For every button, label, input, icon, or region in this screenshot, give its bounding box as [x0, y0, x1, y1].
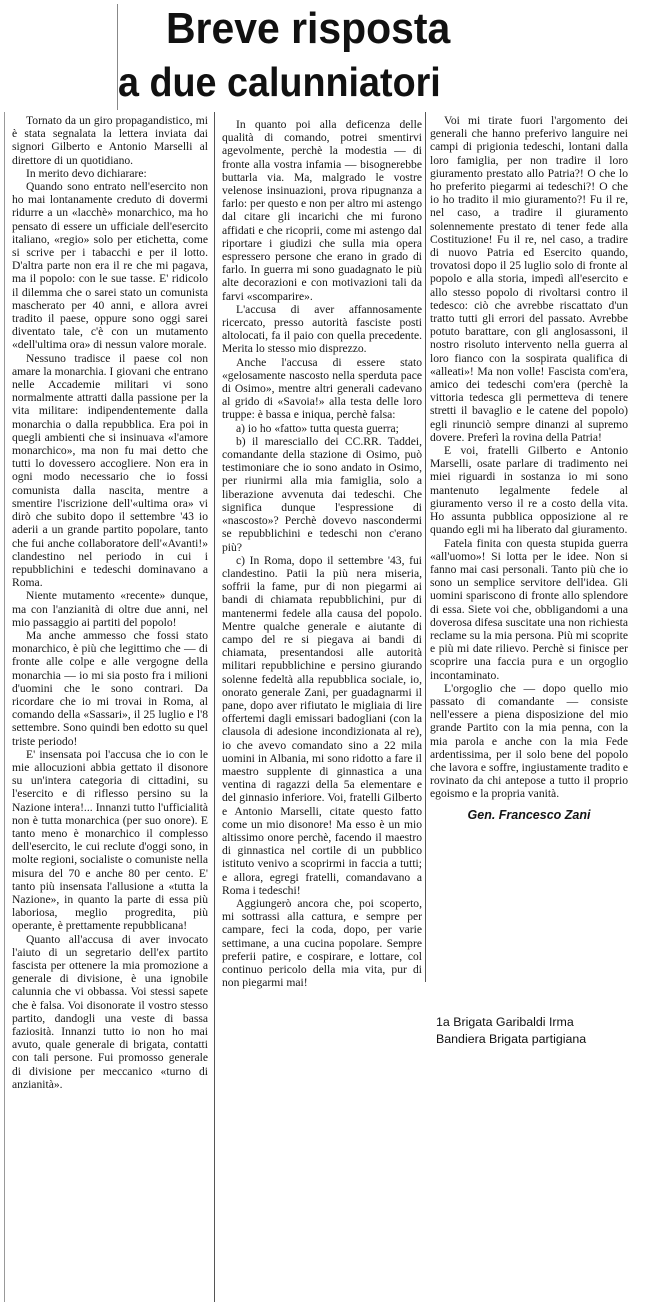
paragraph: Quanto all'accusa di aver invocato l'aiuto di un segretario dell'ex partito fascista per ottenere la mia promozione a generale di divisione, è una ignobile calunnia che vi obbassa. Voi stessi sapete che è falsa. Voi disonorate il vostro stesso partito, dandogli una veste di bassa faziosità. Innanzi tutto io non ho mai avuto, quale generale di brigata, contatti con tali persone. Fui promosso generale di divisione per meccanico «turno di anzianità».: [12, 932, 208, 1091]
paragraph: c) In Roma, dopo il settembre '43, fui clandestino. Patii la più nera miseria, soffrii la fame, pur di non piegarmi ai bandi di chiamata repubblichini, pur di mantenermi fedele alla causa del popolo. Mentre qualche generale e aiutante di campo del re si piegava ai bandi di chiamata, presentandosi alle autorità militari repubblichine e persino giurando solenne fedeltà alla repubblica sociale, io, onorato generale Zani, per guadagnarmi il pane, dopo aver rifiutato le migliaia di lire offertemi dagli emissari badogliani (con la clausola di adesione incondizionata al re), io che avevo comandato sino a 22 mila uomini in Albania, mi sono ridotto a fare il maestro supplente di ginnastica a una ventina di ragazzi della 5a elementare e del ginnasio inferiore. Voi, fratelli Gilberto e Antonio Marselli, citate questo fatto come un mio disonore! Ma esso è un mio altissimo onore perchè, facendo il maestro di ginnastica nel cortile di un pubblico istituto venivo a scoprirmi in faccia a tutti; e allora, egregi fratelli, comandavano a Roma i tedeschi!: [222, 553, 422, 897]
article-column-1: [12, 114, 208, 1091]
paragraph: Ma anche ammesso che fossi stato monarchico, è più che legittimo che — di fronte alle colpe e alle vergogne della monarchia — io mi sia posto fra i milioni d'uomini che le sono contrari. Da ricordare che io mi trovai in Roma, al comando della «Sassari», il 25 luglio e l'8 settembre. Sono quindi ben edotto su quel triste periodo!: [12, 628, 208, 748]
paragraph: L'orgoglio che — dopo quello mio passato di comandante — consiste nell'essere a piena disposizione del mio grande Partito con la mia penna, con la mia parola e anche con la mia Fede ardentissima, per il solo bene del popolo che lavora e soffre, ingiustamente tradito e rovinato da chi antepose a tutto il proprio egoismo e la propria vanità.: [430, 681, 628, 801]
clipping-left-edge: [4, 112, 5, 1302]
image-caption: [436, 1014, 646, 1048]
title-left-edge: [117, 4, 118, 110]
article-column-3: [430, 114, 628, 822]
paragraph: Niente mutamento «recente» dunque, ma con l'anzianità di oltre due anni, nel mio passaggio ai partiti del popolo!: [12, 589, 208, 629]
paragraph: Quando sono entrato nell'esercito non ho mai lontanamente creduto di dovermi ridurre a un «lacchè» monarchico, ma ho pensato di essere un ufficiale dell'esercito italiano, «regio» solo per etichetta, come si scrive per i tabacchi e per il lotto. D'altra parte non era il re che mi pagava, ma il popolo: con le sue tasse. E' ridicolo il dilemma che o sarei stato un comunista mascherato per 40 anni, e allora avrei tradito il paese, oppure sono oggi sarei diventato tale, c'è con un mutamento «dell'ultima ora» di nessun valore morale.: [12, 180, 208, 352]
paragraph: Voi mi tirate fuori l'argomento dei generali che hanno preferivo languire nei campi di prigionia tedeschi, lontani dalla loro famiglia, per non tradire il loro giuramento prestato allo Patria?! O che lo ho preferito piegarmi ai tedeschi?! O che io ho tradito il mio giuramento?! Fu il re, nel caso, a tradire il giuramento solennemente prestato di tener fede alla Costituzione! Fu il re, nel caso, a tradire di nuovo Patria ed Esercito quando, trovatosi dopo il 25 luglio solo di fronte al popolo e alla storia, impedì all'esercito e allo stesso popolo di rivoltarsi contro il tedesco: ciò che avrebbe riscattato d'un tratto tutti gli errori del passato. Avrebbe potuto barattare, con gli anglosassoni, il nostro risoluto intervento nella guerra al loro fianco con la sospirata qualifica di «alleati»! Ma non volle! Fascista com'era, amico dei tedeschi com'era (perchè la vittoria tedesca gli permetteva di tenere stretti il bavaglio e le catene del popolo) egli rinunciò sempre dinanzi al supremo dovere. Preferì la rovina della Patria!: [430, 114, 628, 444]
paragraph: Anche l'accusa di essere stato «gelosamente nascosto nella sperduta pace di Osimo», mentre altri generali cadevano al grido di «Savoia!» alla testa delle loro truppe: è bassa e iniqua, perchè falsa:: [222, 355, 422, 422]
paragraph: Tornato da un giro propagandistico, mi è stata segnalata la lettera inviata dai signori Gilberto e Antonio Marselli al direttore di un quotidiano.: [12, 114, 208, 167]
column-rule-left: [214, 112, 215, 1302]
paragraph: E' insensata poi l'accusa che io con le mie allocuzioni abbia gettato il disonore su un'intera categoria di cittadini, su l'esercito e di riflesso persino su la Nazione intera!... Innanzi tutto l'ufficialità non è tutta monarchica (per suo onore). E tanto meno è monarchico il complesso dell'esercito, le cui reclute d'oggi sono, in molte regioni, socialiste o comuniste nella misura del 70 e anche 80 per cento. E' tanto più insensata l'allusione a «tutta la Nazione», in quanto la parte di essa più laboriosa, meglio progredita, più operante, è prettamente repubblicana!: [12, 747, 208, 933]
headline-line-1: Breve risposta: [166, 4, 451, 53]
caption-line-2: Bandiera Brigata partigiana: [436, 1032, 587, 1046]
paragraph: In quanto poi alla deficenza delle qualità di comando, potrei smentirvi agevolmente, perchè la modestia — di fronte alla vostra infamia — bisognerebbe buttarla via. Ma, malgrado le vostre velenose insinuazioni, prova ripugnanza a farlo: per questo e non per altro mi astengo dal citare gli incarichi che mi furono affidati e che ricoprii, come mi astengo dal riportare i giudizi che sulla mia opera espressero persone che erano in grado di farlo. In guerra mi sono guadagnato le più alte decorazioni e con motivazioni tali da farvi «scomparire».: [222, 118, 422, 303]
paragraph: Fatela finita con questa stupida guerra «all'uomo»! Si lotta per le idee. Non si fanno mai casi personali. Tanto più che io sono un semplice servitore dell'idea. Gli uomini spariscono di fronte allo splendore di essa. Siete voi che, obbligandomi a una doverosa difesa suscitate una non richiesta reclame su la mia persona. Più mi scoprite e più mi date rilievo. Perchè si finisce per scoprire una faccia pura e un orgoglio incontaminato.: [430, 536, 628, 682]
author-signature: Gen. Francesco Zani: [467, 807, 591, 822]
caption-line-1: 1a Brigata Garibaldi Irma: [436, 1015, 574, 1029]
headline-line-2: a due calunniatori: [118, 59, 441, 105]
paragraph: b) il maresciallo dei CC.RR. Taddei, comandante della stazione di Osimo, può testimoniare che io sono andato in Osimo, per riunirmi alla mia famiglia, solo a liberazione avvenuta dai tedeschi. Che significa dunque l'espressione di «nascosto»? Perchè dovevo nascondermi se repubblichini e tedeschi non c'erano più?: [222, 434, 422, 554]
column-rule-right: [425, 112, 426, 982]
paragraph: In merito devo dichiarare:: [26, 166, 147, 180]
article-column-2: [222, 118, 422, 989]
paragraph: Aggiungerò ancora che, poi scoperto, mi sottrassi alla cattura, e sempre per campare, feci la coda, dopo, per varie settimane, a una cucina popolare. Sempre preferii patire, e cospirare, e lottare, col continuo pericolo della mia vita, pur di non piegarmi mai!: [222, 896, 422, 990]
paragraph: E voi, fratelli Gilberto e Antonio Marselli, osate parlare di tradimento nei miei riguardi in sostanza io mi sono mantenuto legalmente fedele al giuramento verso il re a costo della vita. Ho assunta pubblica opposizione al re quando egli mi ha liberato dal giuramento.: [430, 444, 628, 537]
paragraph: a) io ho «fatto» tutta questa guerra;: [236, 421, 399, 435]
paragraph: Nessuno tradisce il paese col non amare la monarchia. I giovani che entrano nelle Accademie militari vi sono normalmente attratti dalla passione per la vita militare: indipendentemente dalla monarchia o dalla repubblica. Era poi in quegli ambienti che si insinuava «l'amore monarchico», ma non fu mai detto che tutti lo dovessero accogliere. Non era in ogni modo necessario che io fossi comunista dalla nascita, mentre a smentire l'iscrizione dell'«ultima ora» vi dirò che subito dopo il settembre '43 io aderii a un grande partito popolare, tanto che fui anche collaboratore dell'«Avanti!» clandestino nel periodo in cui i repubblichini e tedeschi dominavano a Roma.: [12, 351, 208, 590]
paragraph: L'accusa di aver affannosamente ricercato, presso autorità fasciste posti altolocati, fa il paio con quella precedente. Merita lo stesso mio disprezzo.: [222, 302, 422, 356]
